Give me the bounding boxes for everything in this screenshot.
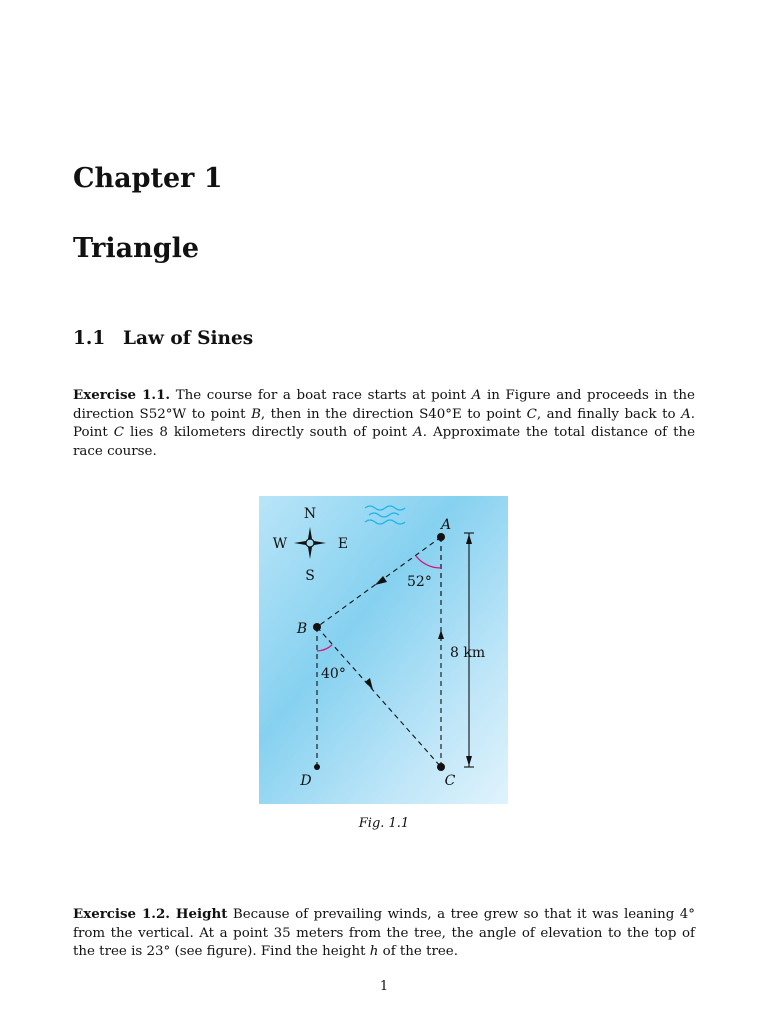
page-number: 1 (379, 979, 389, 994)
boat-race-figure (259, 496, 508, 804)
section-heading (73, 328, 253, 349)
point-c-marker (437, 763, 445, 771)
exercise-1-text: The course for a boat race starts at point (170, 388, 472, 403)
angle-b-label: 40° (321, 666, 346, 682)
section-title: Law of Sines (123, 328, 254, 349)
point-ref: A (413, 425, 423, 441)
exercise-1-text: , then in the direction S40°E to point (260, 406, 527, 422)
point-b-label: B (296, 621, 308, 637)
chapter-label: Chapter 1 (73, 163, 223, 194)
exercise-2-text: of the tree. (378, 944, 458, 960)
point-d-marker (314, 764, 320, 770)
exercise-2 (73, 905, 695, 962)
point-ref: C (526, 406, 537, 422)
compass-north: N (303, 506, 317, 522)
exercise-1-text: in Figure and proceeds in the direction S52°W to point (73, 388, 695, 422)
exercise-2-text: Because of prevailing winds, a tree grew so that it was leaning 4° from the vertical. At a point 35 meters from the tree, the angle of elevation to the top of the tree is 23° (see figure). Find the height (73, 907, 695, 960)
exercise-1-text: , and finally back to (536, 406, 682, 422)
compass-east: E (337, 536, 349, 552)
section-number: 1.1 (73, 328, 106, 349)
point-a-label: A (440, 517, 452, 533)
angle-a-label: 52° (407, 574, 432, 590)
exercise-1 (73, 386, 695, 461)
point-a-marker (437, 533, 445, 541)
chapter-title (73, 233, 199, 264)
exercise-1-text: lies 8 kilometers directly south of point (124, 425, 414, 441)
exercise-1-label: Exercise 1.1. (73, 387, 171, 403)
exercise-1-text: . Point (73, 406, 696, 441)
point-d-label: D (300, 773, 312, 789)
point-ref: C (113, 425, 125, 441)
point-ref: A (471, 388, 482, 403)
distance-label: 8 km (450, 645, 486, 661)
figure-caption: Fig. 1.1 (358, 816, 410, 831)
exercise-2-label: Exercise 1.2. Height (73, 906, 228, 922)
compass-west: W (272, 536, 288, 552)
variable-ref: h (369, 944, 379, 960)
point-ref: A (681, 406, 691, 422)
exercise-1-text: . Approximate the total distance of the race course. (73, 425, 695, 459)
chapter-title-text: Triangle (73, 233, 200, 264)
point-b-marker (313, 623, 321, 631)
point-ref: B (251, 406, 261, 422)
point-c-label: C (444, 773, 456, 789)
compass-south: S (305, 568, 315, 584)
